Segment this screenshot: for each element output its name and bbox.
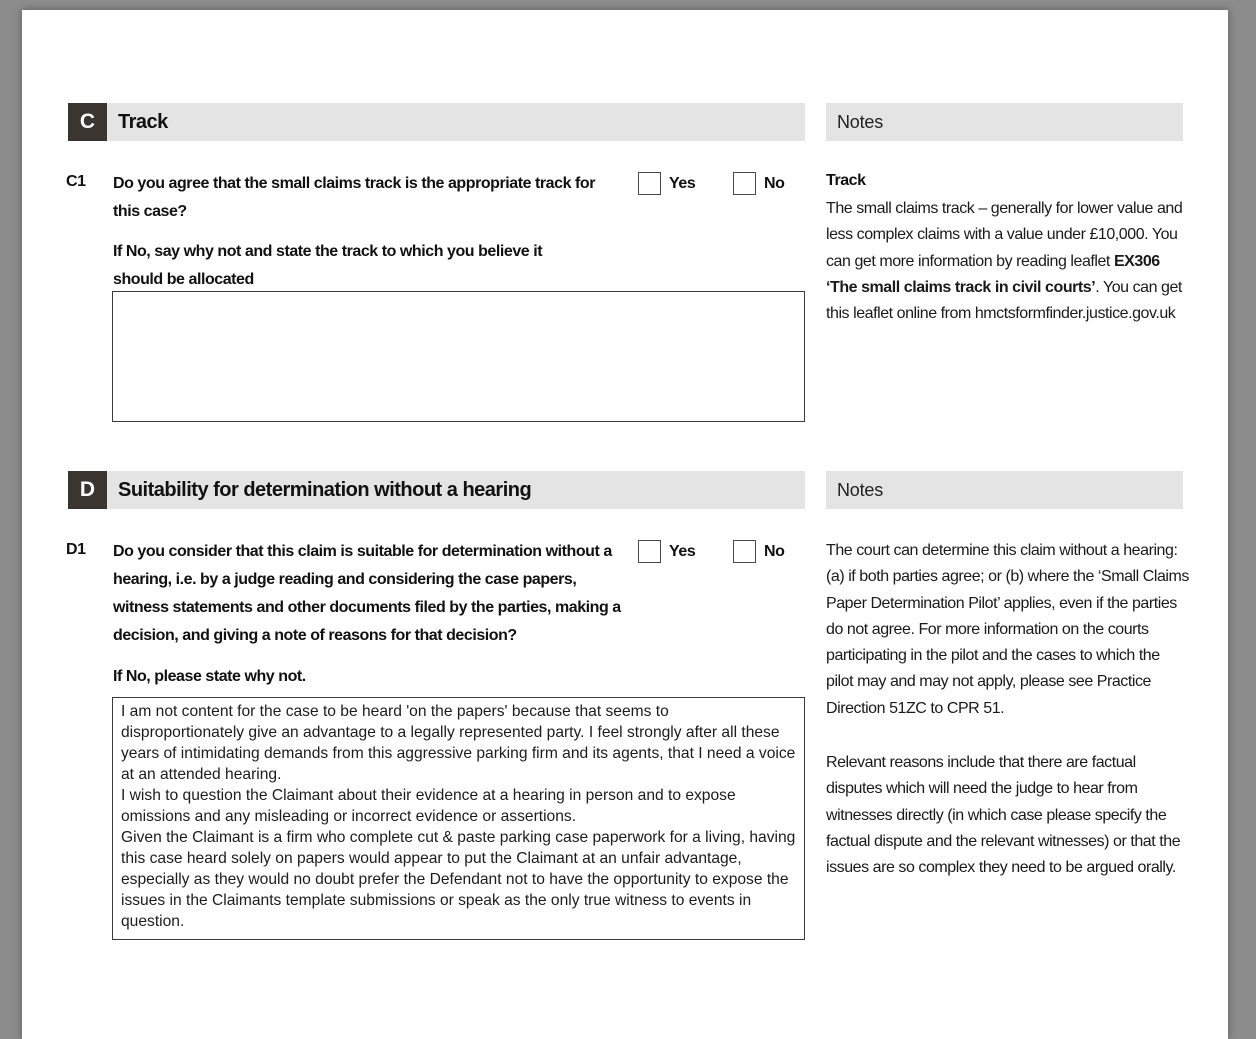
section-c-header [68, 103, 805, 141]
section-d-title: Suitability for determination without a hearing [118, 478, 532, 501]
section-d-header [68, 471, 805, 509]
notes-c-body-after: . You can get this leaflet online from hmctsformfinder.justice.gov.uk [826, 278, 1182, 323]
notes-c-body-before: The small claims track – generally for lower value and less complex claims with a value under £10,000. You can get more information by reading leaflet [826, 200, 1183, 270]
question-c1-number: C1 [66, 173, 86, 190]
c1-no-label: No [764, 175, 785, 192]
section-d-title-bar [107, 471, 805, 509]
section-c-badge: C [68, 103, 107, 141]
notes-c-heading: Track [826, 172, 866, 189]
form-page [22, 10, 1228, 1039]
c1-answer-textarea[interactable] [112, 291, 805, 422]
notes-d-paragraph-1: The court can determine this claim without a hearing: (a) if both parties agree; or (b) where the ‘Small Claims Paper Determination Pilot’ applies, even if the parties do not agree. For more information on the courts participating in the pilot and the cases to which the pilot may and may not apply, please see Practice Direction 51ZC to CPR 51. [826, 542, 1189, 717]
c1-followup-prompt: If No, say why not and state the track to which you believe it should be allocated [113, 243, 543, 288]
question-c1-text: Do you agree that the small claims track is the appropriate track for this case? [113, 175, 596, 220]
notes-c-header: Notes [826, 103, 1183, 141]
d1-followup-prompt: If No, please state why not. [113, 668, 306, 685]
d1-no-label: No [764, 543, 785, 560]
question-d1-text: Do you consider that this claim is suitable for determination without a hearing, i.e. by a judge reading and considering the case papers, witness statements and other documents filed by the parties, making a decision, and giving a note of reasons for that decision? [113, 543, 621, 644]
d1-yes-label: Yes [669, 543, 696, 560]
section-d-badge: D [68, 471, 107, 509]
d1-no-checkbox[interactable] [733, 540, 756, 563]
d1-answer-textarea[interactable] [112, 697, 805, 940]
d1-yes-checkbox[interactable] [638, 540, 661, 563]
notes-d-header: Notes [826, 471, 1183, 509]
c1-no-checkbox[interactable] [733, 172, 756, 195]
c1-yes-checkbox[interactable] [638, 172, 661, 195]
section-c-title-bar [107, 103, 805, 141]
c1-yes-label: Yes [669, 175, 696, 192]
notes-d-paragraph-2: Relevant reasons include that there are factual disputes which will need the judge to hear from witnesses directly (in which case please specify the factual dispute and the relevant witnesses) or that the issues are so complex they need to be argued orally. [826, 754, 1181, 877]
question-d1-number: D1 [66, 541, 86, 558]
notes-c-body-bold: EX306 ‘The small claims track in civil courts’ [826, 252, 1160, 296]
notes-c-body [826, 196, 1188, 327]
section-c-title: Track [118, 110, 168, 133]
